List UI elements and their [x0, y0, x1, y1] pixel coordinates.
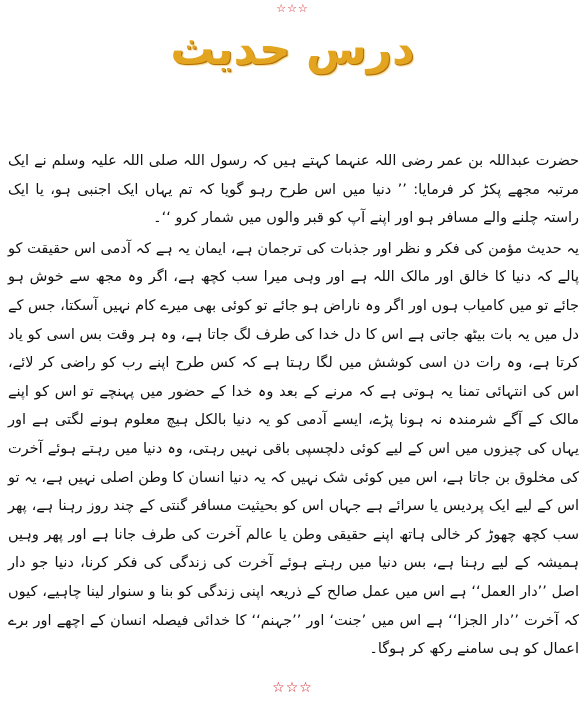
top-stars-ornament: ☆☆☆ — [276, 2, 309, 15]
article-body — [8, 147, 579, 664]
page-title: درس حدیث — [170, 24, 415, 75]
bottom-stars-ornament: ☆☆☆ — [272, 680, 313, 696]
commentary-paragraph: یہ حدیث مؤمن کی فکر و نظر اور جذبات کی ترجمان ہے، ایمان یہ ہے کہ آدمی اس حقیقت کو پالے کہ دنیا کا خالق اور مالک اللہ ہے اور وہی میرا سب کچھ ہے، اگر وہ مجھ سے خوش ہو جائے تو میں کامیاب ہوں اور اگر وہ ناراض ہو جائے تو کوئی بھی میرے کام نہیں آسکتا، جس کے دل میں یہ بات بیٹھ جاتی ہے اس کا دل خدا کی طرف لگ جاتا ہے، وہ ہر وقت بس اسی کو یاد کرتا ہے، وہ رات دن اسی کوشش میں لگا رہتا ہے کہ کس طرح اپنے رب کو راضی کر لائے، اس کی انتہائی تمنا یہ ہوتی ہے کہ مرنے کے بعد وہ خدا کے حضور میں پہنچے تو اس کو اپنے مالک کے آگے شرمندہ نہ ہونا پڑے، ایسے آدمی کو یہ دنیا بالکل ہیچ معلوم ہونے لگتی ہے اور یہاں کی چیزوں میں اس کے لیے کوئی دلچسپی باقی نہیں رہتی، وہ دنیا میں رہتے ہوئے آخرت کی مخلوق بن جاتا ہے، اس میں کوئی شک نہیں کہ یہ دنیا انسان کا وطن اصلی نہیں ہے، یہ تو اس کے لیے ایک پردیس یا سرائے ہے جہاں اس کو بحیثیت مسافر گنتی کے چند روز رہنا ہے، پھر سب کچھ چھوڑ کر خالی ہاتھ اپنے حقیقی وطن یا عالم آخرت کی طرف جانا ہے اور پھر وہیں ہمیشہ کے لیے رہنا ہے، بس دنیا میں رہتے ہوئے آخرت کی زندگی کی فکر کرنا، دنیا جو دار اصل ’’دار العمل‘‘ ہے اس میں عمل صالح کے ذریعہ اپنی زندگی کو بنا و سنوار لینا چاہیے، کیوں کہ آخرت ’’دار الجزا‘‘ ہے اس میں ’جنت‘ اور ’’جہنم‘‘ کا خدائی فیصلہ انسان کے اچھے اور برے اعمال کو ہی سامنے رکھ کر ہوگا۔ — [8, 240, 579, 658]
hadith-paragraph: حضرت عبداللہ بن عمر رضی اللہ عنہما کہتے ہیں کہ رسول اللہ صلی اللہ علیہ وسلم نے ایک مرتبہ مجھے پکڑ کر فرمایا: ’’ دنیا میں اس طرح رہو گویا کہ تم یہاں ایک اجنبی ہو، یا ایک راستہ چلنے والے مسافر ہو اور اپنے آپ کو قبر والوں میں شمار کرو ‘‘۔ — [8, 153, 579, 227]
